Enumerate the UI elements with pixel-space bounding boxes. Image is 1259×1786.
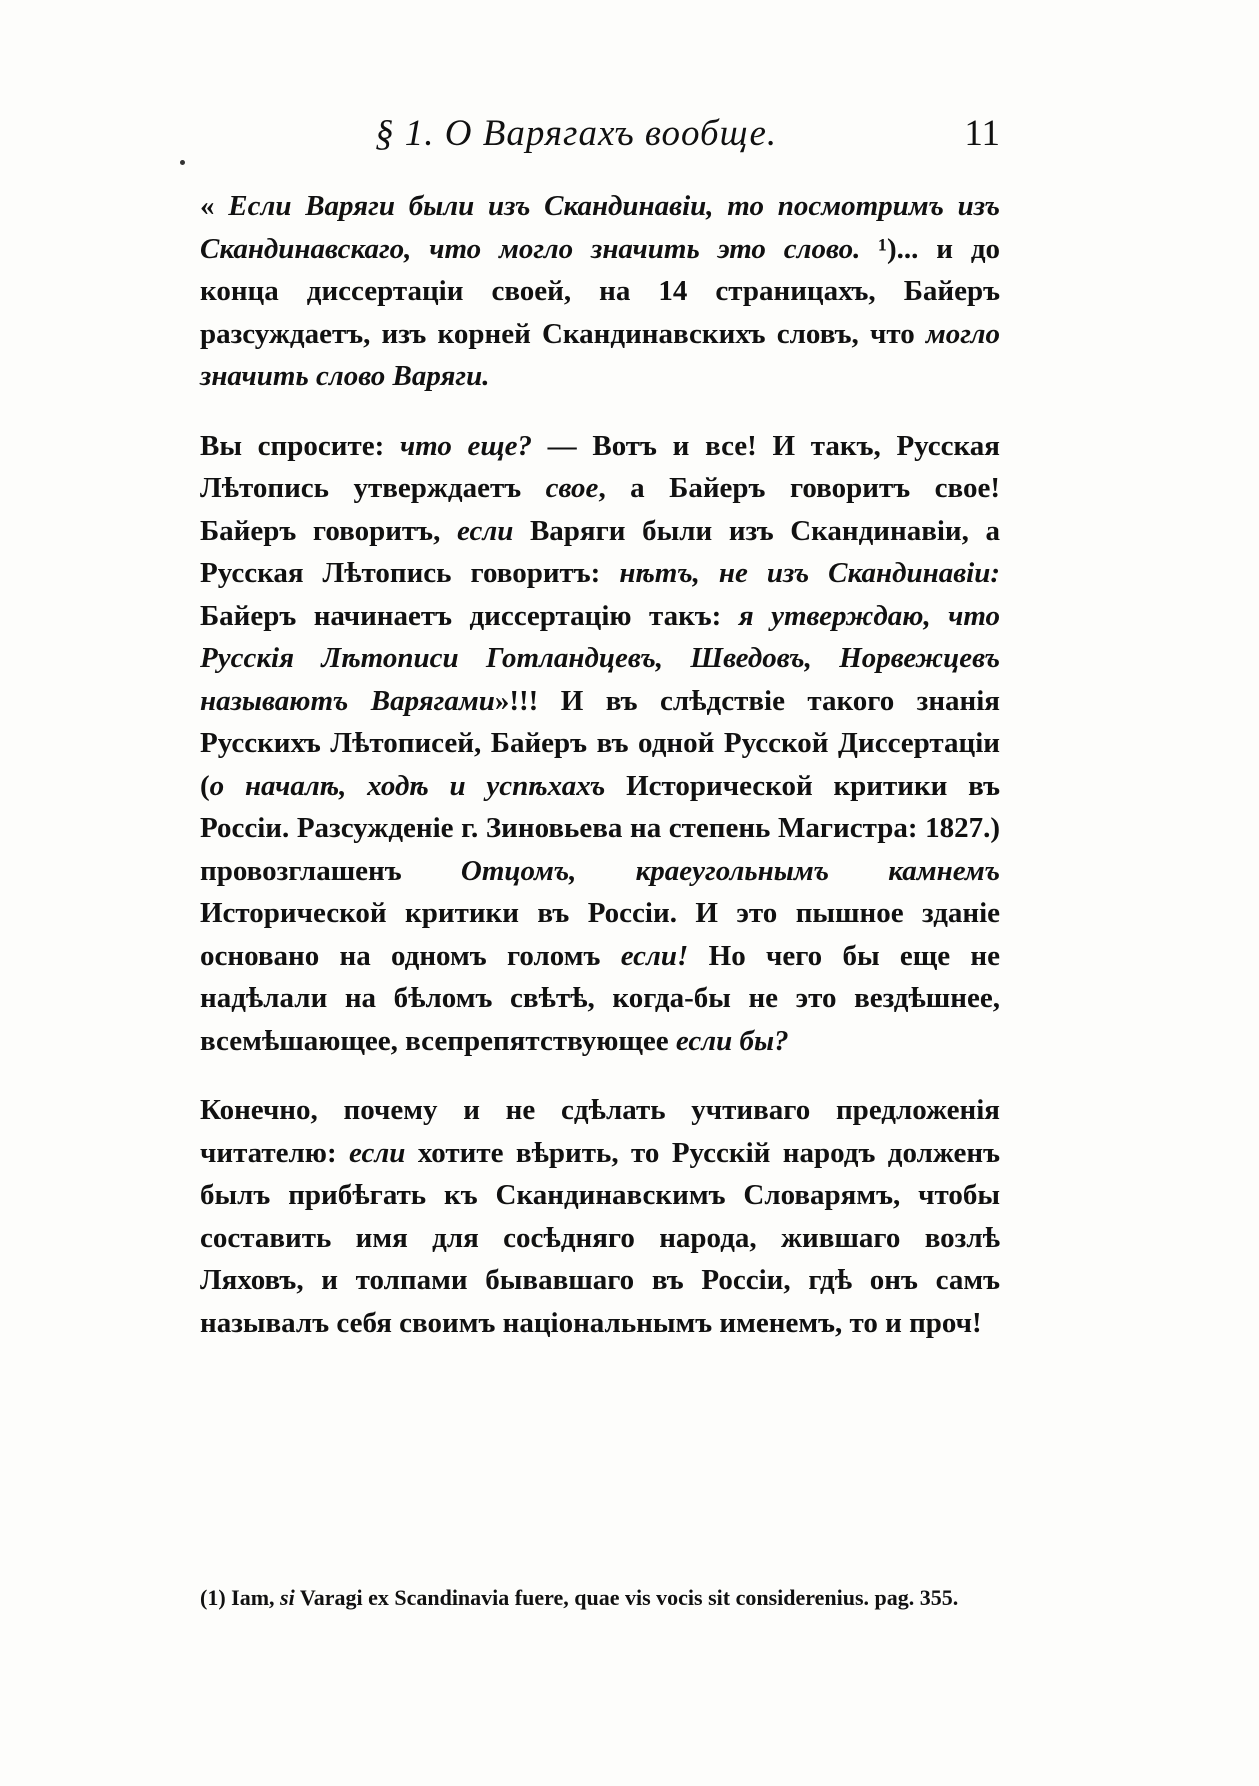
paragraph-main bbox=[200, 425, 1000, 1063]
running-header bbox=[200, 112, 1000, 172]
text-run: ... и до конца диссертаціи своей, на 14 страницахъ, Байеръ разсуждаетъ, изъ корней Скандинавскихъ словъ, что bbox=[200, 232, 1000, 350]
text-run: Исторической критики въ Россіи. И это пышное зданіе основано на одномъ голомъ bbox=[200, 897, 1000, 972]
body-text bbox=[200, 185, 1000, 1344]
text-run: — Вотъ и все! И такъ, Русская Лѣтопись утверждаетъ bbox=[200, 429, 1000, 504]
footnote-text: (1) Iam, bbox=[200, 1585, 281, 1610]
text-run: Варяги были изъ Скандинавіи, а Русская Лѣтопись говоритъ: bbox=[200, 514, 1001, 589]
text-run: хотите вѣрить, то Русскій народъ долженъ былъ прибѣгать къ Скандинавскимъ Словарямъ, чтобы составить имя для сосѣдняго народа, жившаго возлѣ Ляховъ, и толпами бывавшаго въ Россіи, гдѣ онъ самъ называлъ себя своимъ національнымъ именемъ, то и проч! bbox=[200, 1136, 1000, 1339]
margin-mark bbox=[180, 160, 185, 165]
section-title: § 1. О Варягахъ вообще. bbox=[375, 113, 778, 154]
text-run: Исторической критики въ Россіи. Разсужденіе г. Зиновьева на степень Магистра: 1827.) провозглашенъ bbox=[200, 769, 1000, 887]
italic-run: нѣтъ, не изъ Скандинавіи: bbox=[619, 557, 1000, 589]
text-run: Конечно, почему и не сдѣлать учтиваго предложенія читателю: bbox=[200, 1094, 1000, 1169]
italic-run: свое bbox=[545, 472, 599, 504]
quote-text: Если Варяги были изъ Скандинавіи, то посмотримъ изъ Скандинавскаго, что могло значить это слово. bbox=[200, 190, 1000, 265]
italic-run: если bbox=[349, 1136, 406, 1169]
italic-run: Отцомъ, краеугольнымъ камнемъ bbox=[460, 854, 1000, 887]
paragraph-quote bbox=[200, 185, 1000, 398]
italic-run: о началѣ, ходѣ и успѣхахъ bbox=[209, 769, 606, 802]
italic-run: если бы? bbox=[675, 1024, 789, 1057]
text-run: , а Байеръ говоритъ свое! Байеръ говоритъ, bbox=[200, 472, 1000, 547]
footnote-ref: ¹) bbox=[860, 232, 897, 265]
footnote bbox=[200, 1580, 1000, 1616]
text-run: Вы спросите: bbox=[200, 429, 400, 462]
footnote-italic: si bbox=[280, 1585, 295, 1610]
page-number: 11 bbox=[964, 113, 1000, 154]
italic-run: что еще? bbox=[399, 429, 532, 462]
italic-run: могло значить слово Варяги. bbox=[200, 317, 1000, 392]
italic-run: я утверждаю, что Русскія Лѣтописи Готландцевъ, Шведовъ, Норвежцевъ называютъ Варягами bbox=[200, 599, 1000, 717]
text-run: Байеръ начинаетъ диссертацію такъ: bbox=[200, 599, 739, 632]
paragraph-final bbox=[200, 1089, 1000, 1344]
footnote-text: Varagi ex Scandinavia fuere, quae vis vocis sit considerenius. pag. 355. bbox=[294, 1585, 959, 1610]
text-run: »!!! И въ слѣдствіе такого знанія Русскихъ Лѣтописей, Байеръ въ одной Русской Диссертаціи ( bbox=[200, 684, 1000, 802]
italic-run: если! bbox=[620, 939, 689, 972]
quote-open: « bbox=[200, 190, 229, 222]
text-run: Но чего бы еще не надѣлали на бѣломъ свѣтѣ, когда-бы не это вездѣшнее, всемѣшающее, всепрепятствующее bbox=[200, 939, 1000, 1057]
italic-run: если bbox=[456, 514, 514, 547]
